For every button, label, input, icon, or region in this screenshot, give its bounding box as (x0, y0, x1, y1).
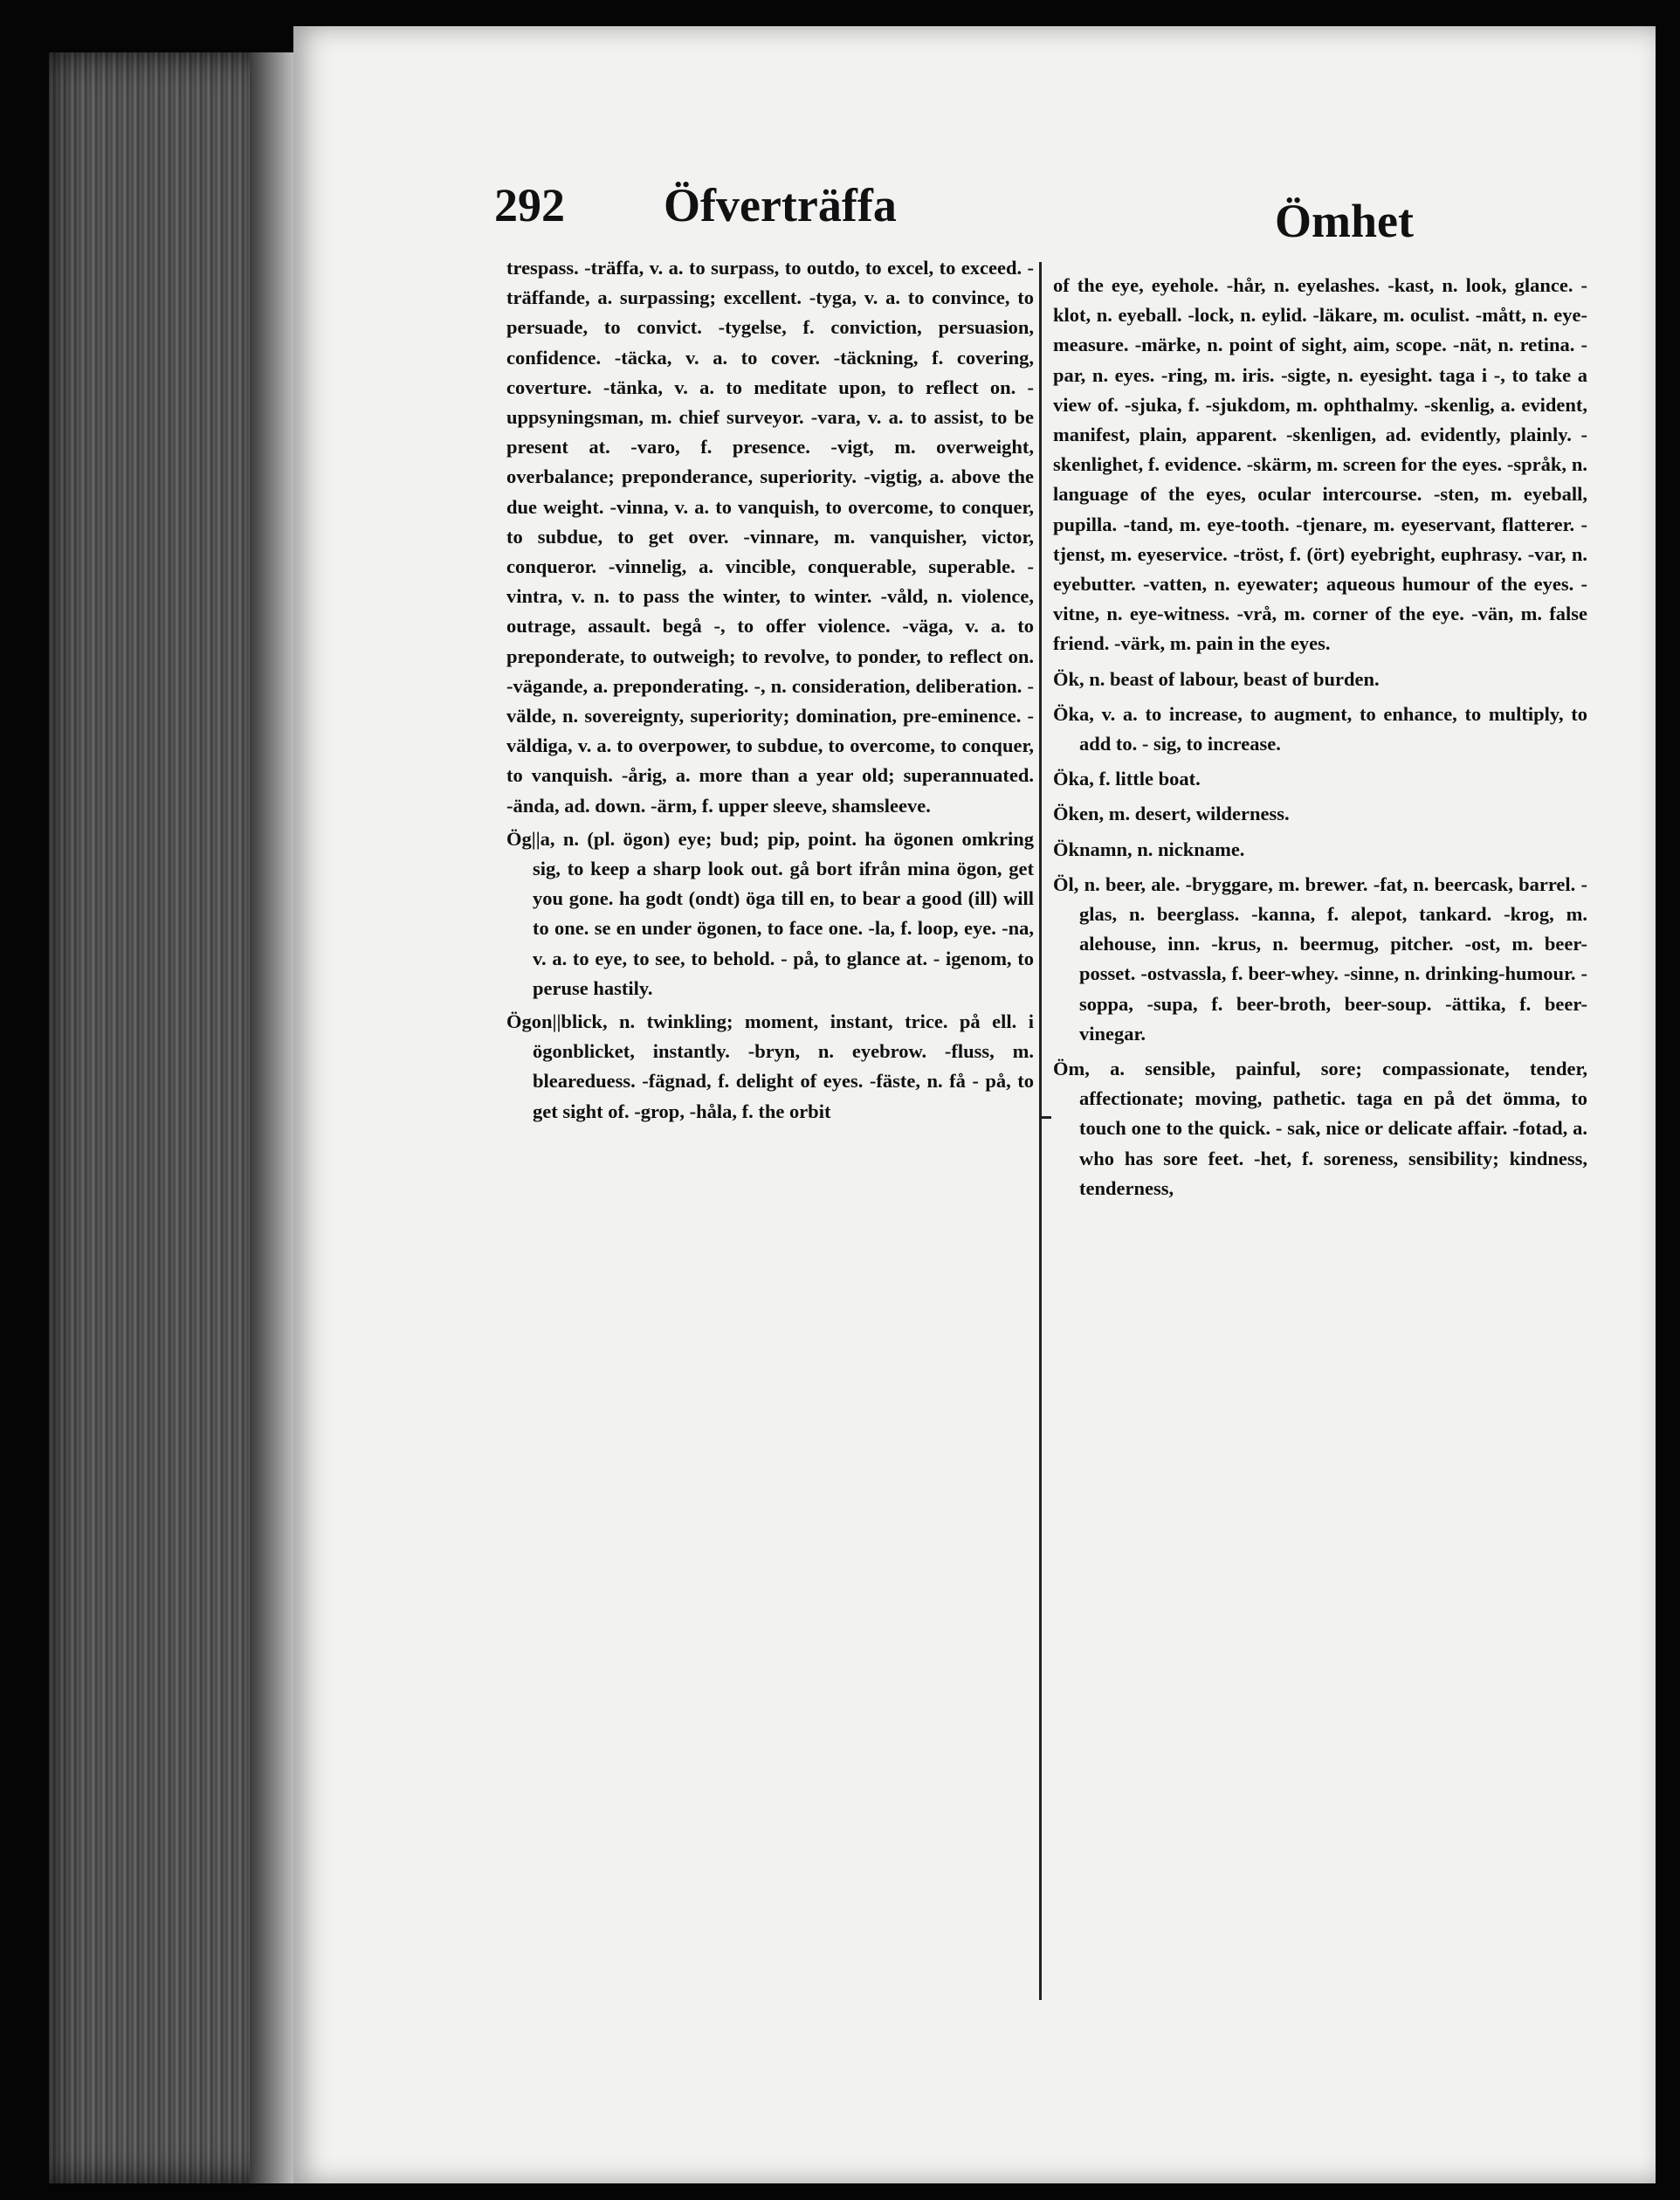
column-divider-tick (1039, 1116, 1051, 1119)
entry-om: Öm, a. sensible, painful, sore; compassionate, tender, affectionate; moving, pathetic. taga en på det ömma, to touch one to the quick. - sak, nice or delicate affair. -fotad, a. who has sore feet. -het, f. soreness, sensibility; kindness, tenderness, (1053, 1058, 1587, 1199)
page-fold-shadow (250, 52, 293, 2183)
book-spine-edge (49, 52, 293, 2183)
entry-ol: Öl, n. beer, ale. -bryggare, m. brewer. -fat, n. beercask, barrel. -glas, n. beerglass. -kanna, f. alepot, tankard. -krog, m. alehouse, inn. -krus, n. beermug, pitcher. -ost, m. beer-posset. -ostvassla, f. beer-whey. -sinne, n. drinking-humour. -soppa, -supa, f. beer-broth, beer-soup. -ättika, f. beer-vinegar. (1053, 872, 1587, 1045)
entry-ok: Ök, n. beast of labour, beast of burden. (1053, 667, 1380, 690)
entry-oka-verb: Öka, v. a. to increase, to augment, to enhance, to multiply, to add to. - sig, to increase. (1053, 702, 1587, 755)
column-divider (1039, 262, 1042, 2000)
right-guide-word: Ömhet (1275, 195, 1414, 247)
entry-oga: Ög||a, n. (pl. ögon) eye; bud; pip, point. ha ögonen omkring sig, to keep a sharp look out. gå bort ifrån mina ögon, get you gone. ha godt (ondt) öga till en, to bear a good (ill) will to one. se en under ögonen, to face one. -la, f. loop, eye. -na, v. a. to eye, to see, to behold. - på, to glance at. - igenom, to peruse hastily. (506, 827, 1034, 999)
entry-continuation: trespass. -träffa, v. a. to surpass, to outdo, to excel, to exceed. -träffande, a. surpassing; excellent. -tyga, v. a. to convince, to persuade, to convict. -tygelse, f. conviction, persuasion, confidence. -täcka, v. a. to cover. -täckning, f. covering, coverture. -tänka, v. a. to meditate upon, to reflect on. -uppsyningsman, m. chief surveyor. -vara, v. a. to assist, to be present at. -varo, f. presence. -vigt, m. overweight, overbalance; preponderance, superiority. -vigtig, a. above the due weight. -vinna, v. a. to vanquish, to overcome, to conquer, to subdue, to get over. -vinnare, m. vanquisher, victor, conqueror. -vinnelig, a. vincible, conquerable, superable. -vintra, v. n. to pass the winter, to winter. -våld, n. violence, outrage, assault. begå -, to offer violence. -väga, v. a. to preponderate, to outweigh; to revolve, to ponder, to reflect on. -vägande, a. preponderating. -, n. consideration, deliberation. -välde, n. sovereignty, superiority; domination, pre-eminence. -väldiga, v. a. to overpower, to subdue, to overcome, to conquer, to vanquish. -årig, a. more than a year old; superannuated. -ända, ad. down. -ärm, f. upper sleeve, shamsleeve. (506, 257, 1034, 817)
entry-oknamn: Öknamn, n. nickname. (1053, 838, 1245, 860)
entry-oka-noun: Öka, f. little boat. (1053, 768, 1201, 790)
right-column (1053, 271, 1587, 1203)
entry-oken: Öken, m. desert, wilderness. (1053, 803, 1290, 825)
page-number: 292 (494, 179, 565, 231)
entry-ogonblick: Ögon||blick, n. twinkling; moment, instant, trice. på ell. i ögonblicket, instantly. -bryn, n. eyebrow. -fluss, m. bleareduess. -fägnad, f. delight of eyes. -fäste, n. få - på, to get sight of. -grop, -håla, f. the orbit (506, 1010, 1034, 1122)
left-column (506, 253, 1034, 1127)
left-guide-word: Öfverträffa (664, 179, 897, 231)
entry-continuation-right: of the eye, eyehole. -hår, n. eyelashes. -kast, n. look, glance. -klot, n. eyeball. -lock, n. eylid. -läkare, m. oculist. -mått, n. eye-measure. -märke, n. point of sight, aim, scope. -nät, n. retina. -par, n. eyes. -ring, m. iris. -sigte, n. eyesight. taga i -, to take a view of. -sjuka, f. -sjukdom, m. ophthalmy. -skenlig, a. evident, manifest, plain, apparent. -skenligen, ad. evidently, plainly. -skenlighet, f. evidence. -skärm, m. screen for the eyes. -språk, n. language of the eyes, ocular intercourse. -sten, m. eyeball, pupilla. -tand, m. eye-tooth. -tjenare, m. eyeservant, flatterer. -tjenst, m. eyeservice. -tröst, f. (ört) eyebright, euphrasy. -var, n. eyebutter. -vatten, n. eyewater; aqueous humour of the eyes. -vitne, n. eye-witness. -vrå, m. corner of the eye. -vän, m. false friend. -värk, m. pain in the eyes. (1053, 274, 1587, 655)
